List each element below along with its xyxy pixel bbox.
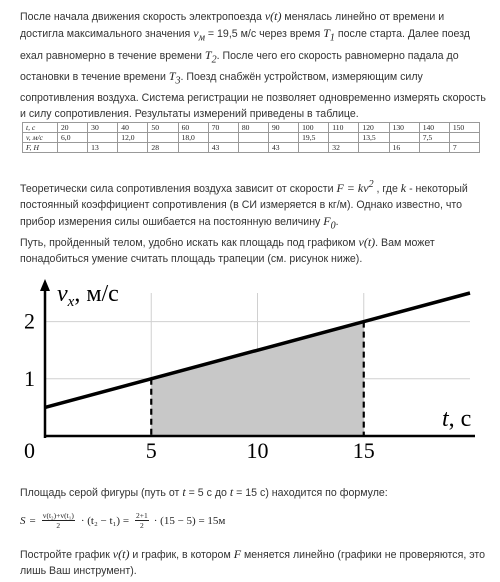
table-cell: 18,0: [178, 133, 208, 143]
drag-formula: $F = kv^2$: [336, 179, 374, 195]
table-cell: [148, 133, 178, 143]
table-cell: 6,0: [58, 133, 88, 143]
row-header: t, c: [23, 123, 58, 133]
table-cell: 50: [148, 123, 178, 133]
x-axis-label: t, с: [442, 406, 472, 432]
table-cell: 40: [118, 123, 148, 133]
table-cell: [419, 143, 449, 153]
x-tick-label: 5: [145, 438, 157, 463]
table-cell: 43: [208, 143, 238, 153]
table-cell: 30: [88, 123, 118, 133]
fraction-velocity-average: $\frac{\text{v(t₂)+v(t₁)}}{2}$: [42, 511, 74, 530]
table-cell: 16: [389, 143, 419, 153]
table-cell: 12,0: [118, 133, 148, 143]
task-paragraph: Постройте график v(t) и график, в котором F меняется линейно (графики не проверяются, это лишь Ваш инструмент).: [20, 547, 486, 578]
row-header: F, Н: [23, 143, 58, 153]
table-cell: 80: [238, 123, 268, 133]
table-row: [23, 123, 480, 133]
y-axis-label: $v_x$, м/с: [57, 281, 119, 310]
origin-label: 0: [24, 438, 35, 463]
measurements-table: [22, 122, 480, 153]
area-hint-paragraph: Путь, пройденный телом, удобно искать как площадь под графиком v(t). Вам может понадобиться умение считать площадь трапеции (см. рисунок ниже).: [20, 235, 435, 266]
area-formula-intro: Площадь серой фигуры (путь от t = 5 с до t = 15 с) находится по формуле:: [20, 485, 388, 499]
table-cell: 150: [449, 123, 479, 133]
table-row: [23, 133, 480, 143]
table-row: [23, 143, 480, 153]
t3-symbol: $T_3$: [168, 69, 181, 87]
table-cell: [359, 143, 389, 153]
table-cell: [268, 133, 298, 143]
table-cell: 32: [329, 143, 359, 153]
x-tick-label: 15: [352, 438, 375, 463]
max-velocity-symbol: $v_м$: [193, 26, 205, 44]
k-symbol: k: [400, 181, 407, 195]
fraction-numeric: $\frac{2+1}{2}$: [136, 511, 148, 530]
f0-symbol: $F_0$: [323, 214, 336, 232]
table-cell: [238, 143, 268, 153]
table-cell: [208, 133, 238, 143]
table-cell: 19,5: [299, 133, 329, 143]
t1-symbol: $T_1$: [323, 26, 335, 44]
table-cell: 120: [359, 123, 389, 133]
velocity-function: v(t): [264, 9, 282, 23]
table-cell: [88, 133, 118, 143]
velocity-trapezoid-chart: [20, 278, 480, 478]
table-cell: 140: [419, 123, 449, 133]
x-tick-label: 10: [246, 438, 269, 463]
table-cell: 7: [449, 143, 479, 153]
table-cell: [329, 133, 359, 143]
table-cell: 13: [88, 143, 118, 153]
table-cell: 28: [148, 143, 178, 153]
table-cell: 110: [329, 123, 359, 133]
table-cell: 60: [178, 123, 208, 133]
table-cell: 130: [389, 123, 419, 133]
table-cell: [118, 143, 148, 153]
row-header: v, м/с: [23, 133, 58, 143]
area-formula: S = $\frac{\text{v(t₂)+v(t₁)}}{2}$ · (t₂ − t₁) = $\frac{2+1}{2}$ · (15 − 5) = 15м: [20, 511, 226, 530]
table-cell: 43: [268, 143, 298, 153]
velocity-function: v(t): [358, 235, 376, 249]
theory-paragraph: Теоретически сила сопротивления воздуха зависит от скорости $F = kv^2$ , где k - некоторый постоянный коэффициент сопротивления (в СИ измеряется в кг/м). Однако известно, что прибор измерения силы ошибается на постоянную величину $F_0$.: [20, 179, 468, 232]
y-tick-label: 1: [24, 365, 35, 391]
table-cell: 7,5: [419, 133, 449, 143]
y-axis-arrow: [40, 279, 50, 291]
table-cell: 90: [268, 123, 298, 133]
y-tick-label: 2: [24, 308, 35, 334]
table-cell: 13,5: [359, 133, 389, 143]
table-cell: 100: [299, 123, 329, 133]
table-cell: [389, 133, 419, 143]
table-cell: [449, 133, 479, 143]
problem-statement: После начала движения скорость электропоезда v(t) менялась линейно от времени и достигла максимального значения $v_м = 19,5$ м/с через время $T_1$ после старта. Далее поезд ехал равномерно в течение времени $T_2$. После чего его скорость равномерно падала до остановки в течение времени $T_3$. Поезд снабжён устройством, измеряющим силу сопротивления воздуха. Система регистрации не позволяет одновременно измерять скорость и силу сопротивления. Результаты измерений приведены в таблице.: [20, 9, 486, 121]
t2-symbol: $T_2$: [204, 47, 217, 66]
table-cell: [299, 143, 329, 153]
velocity-function: v(t): [112, 547, 130, 561]
table-cell: 20: [58, 123, 88, 133]
f-symbol: F: [233, 547, 242, 561]
table-cell: 70: [208, 123, 238, 133]
table-cell: [238, 133, 268, 143]
table-cell: [178, 143, 208, 153]
table-cell: [58, 143, 88, 153]
